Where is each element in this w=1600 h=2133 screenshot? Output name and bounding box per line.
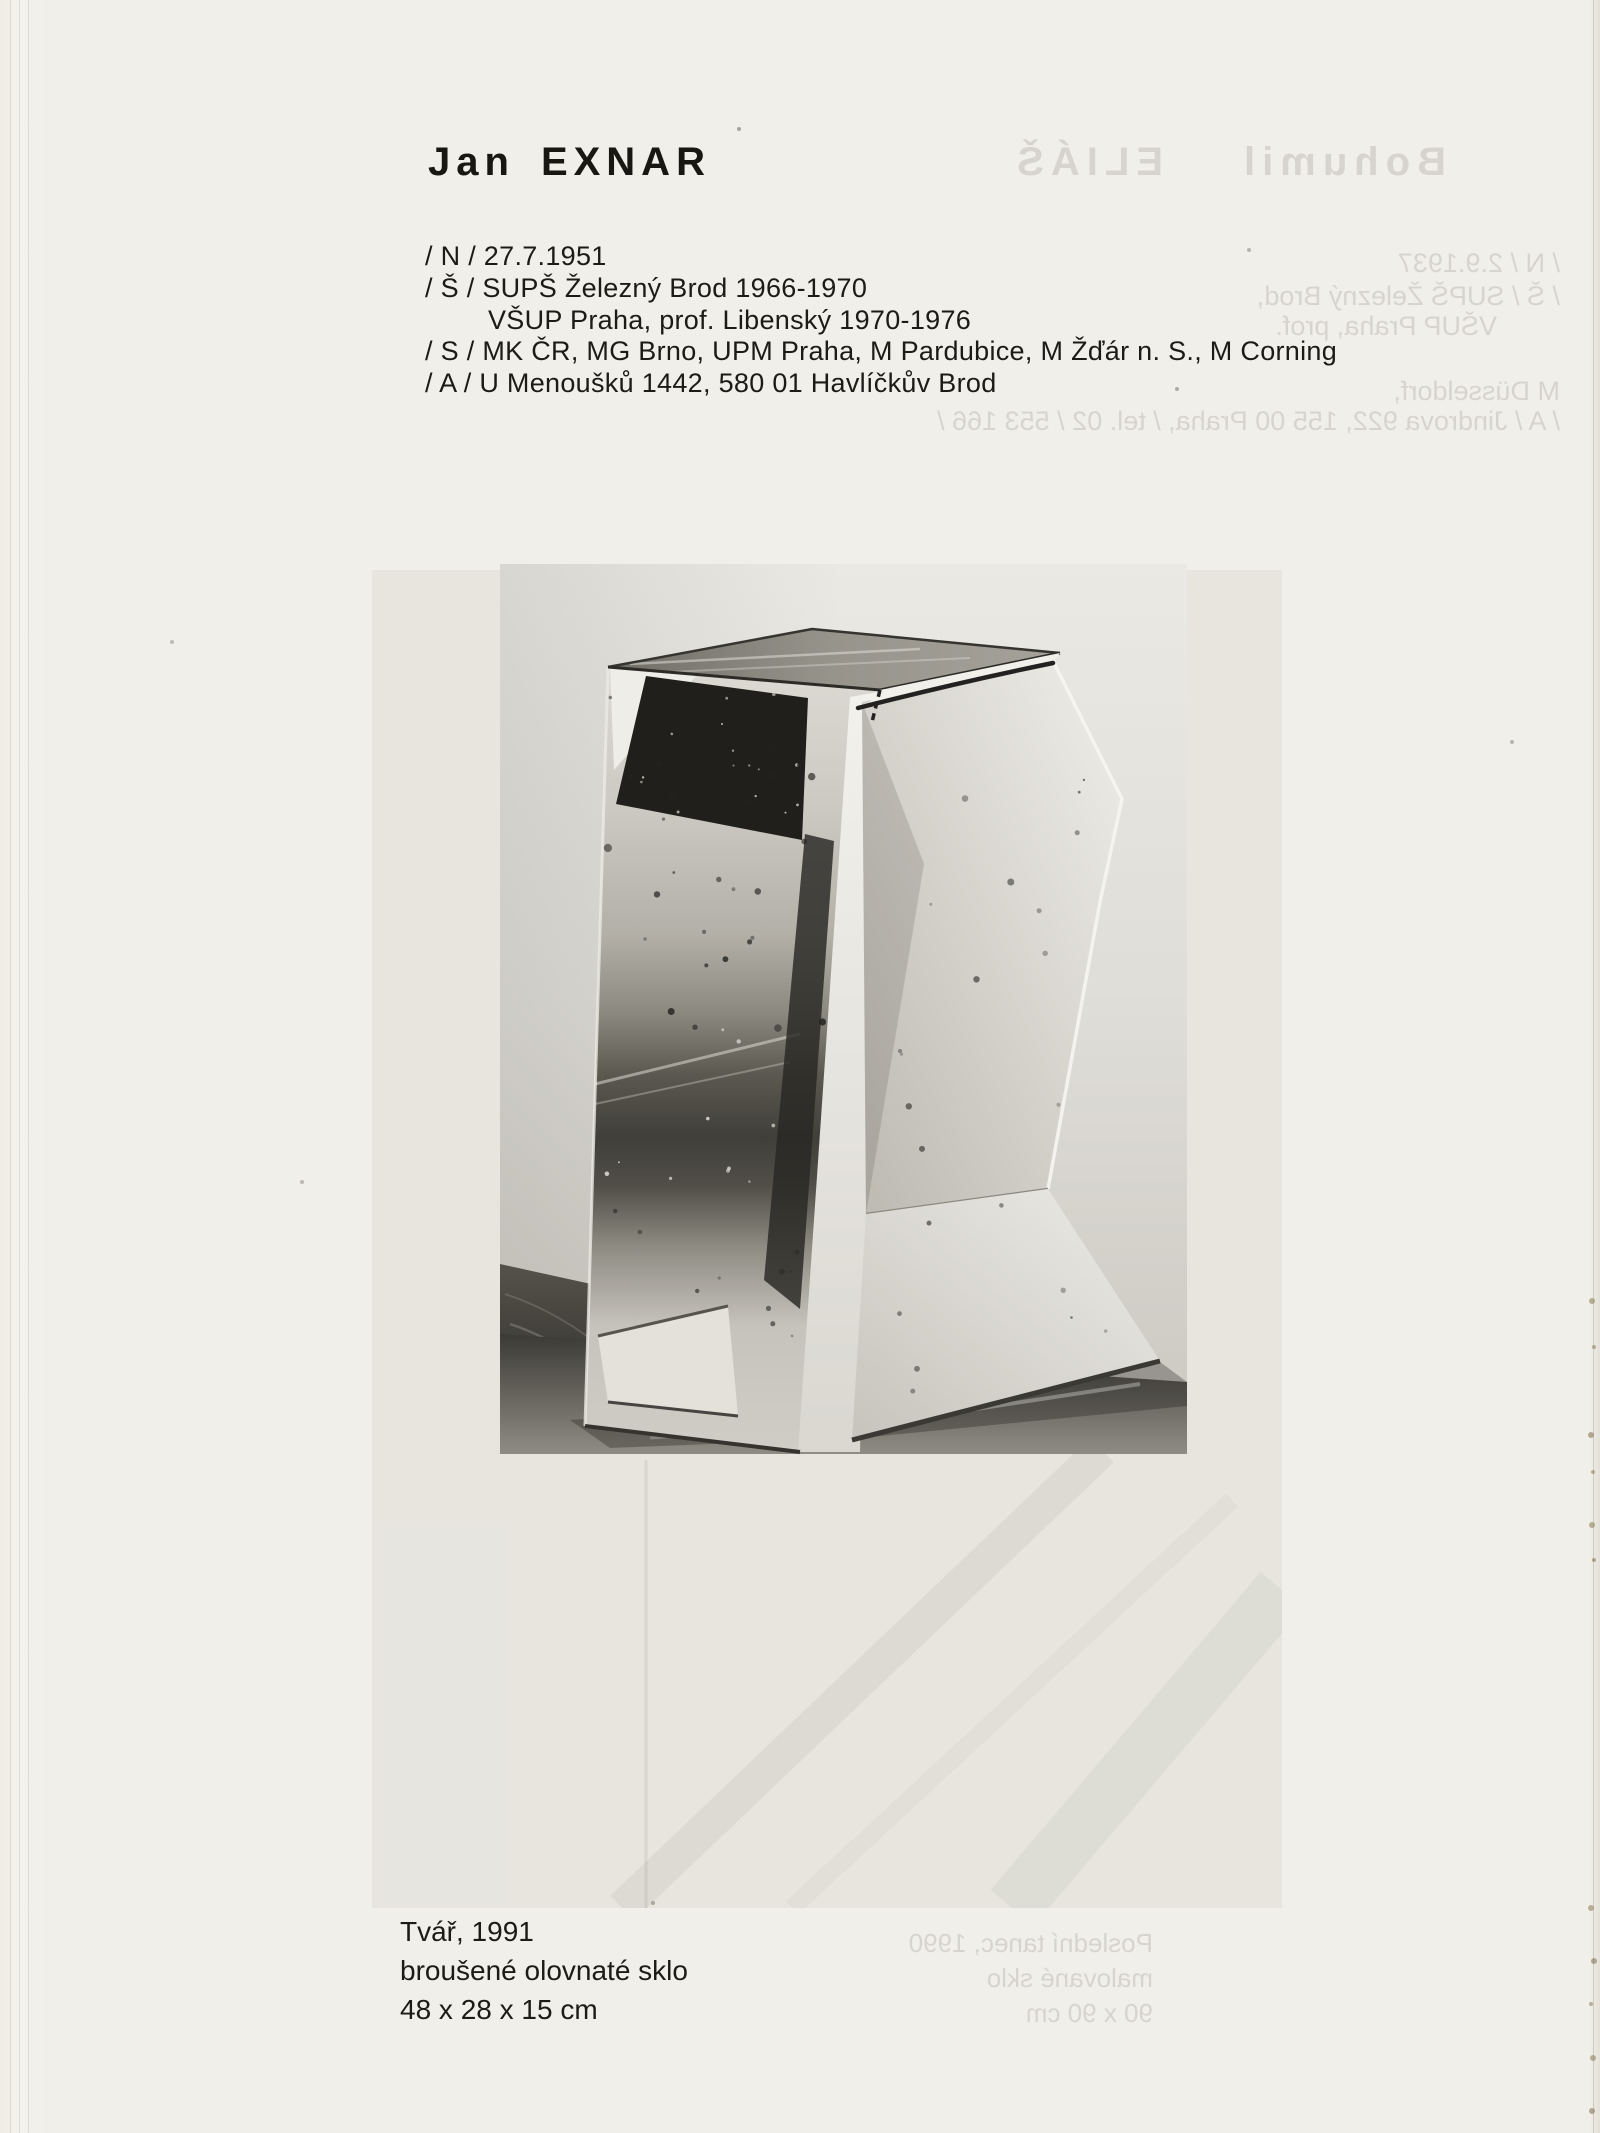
glass-bubble (973, 976, 979, 982)
scan-speck (170, 640, 174, 644)
glass-bubble (640, 781, 643, 784)
ghost-caption-line: malované sklo (986, 1963, 1153, 1993)
glass-bubble (723, 956, 729, 962)
glass-bubble (609, 696, 613, 700)
glass-bubble (1061, 1288, 1066, 1293)
glass-bubble (750, 936, 754, 940)
glass-bubble (914, 1366, 920, 1372)
glass-bubble (755, 779, 760, 784)
ghost-caption-block (908, 1926, 1153, 2031)
glass-bubble (797, 763, 802, 768)
glass-bubble (605, 1172, 610, 1177)
caption-technique: broušené olovnaté sklo (400, 1955, 688, 1986)
glass-bubble (604, 844, 612, 852)
scan-speck (1591, 1470, 1595, 1474)
ghost-artist-first: Bohumil (1237, 140, 1446, 184)
glass-bubble (927, 1221, 932, 1226)
glass-bubble (1070, 1316, 1073, 1319)
glass-bubble (801, 839, 807, 845)
glass-bubble (656, 761, 662, 767)
ghost-caption-line: 90 x 90 cm (1025, 1998, 1153, 2028)
glass-bubble (910, 1389, 915, 1394)
scan-speck (1588, 1905, 1594, 1911)
scan-speck (300, 1180, 304, 1184)
glass-bubble (721, 1028, 724, 1031)
page-right-edge (1590, 0, 1600, 2133)
artist-name-title (428, 140, 711, 185)
glass-bubble (789, 1271, 791, 1273)
glass-bubble (702, 930, 706, 934)
glass-bubble (906, 1103, 912, 1109)
glass-bubble (929, 903, 932, 906)
glass-bubble (629, 775, 633, 779)
glass-bubble (732, 750, 734, 752)
glass-bubble (669, 1177, 672, 1180)
artist-bio-block (425, 241, 1485, 400)
glass-bubble (808, 773, 815, 780)
glass-bubble (725, 697, 728, 700)
glass-bubble (732, 887, 736, 891)
page-crease-line (19, 0, 20, 2133)
glass-bubble (784, 768, 787, 771)
page-crease-line (28, 0, 29, 2133)
glass-bubble (774, 1024, 782, 1032)
scan-speck (651, 1901, 655, 1905)
glass-bubble (771, 1124, 775, 1128)
glass-bubble (1037, 908, 1042, 913)
glass-bubble (900, 1053, 903, 1056)
artist-last-name: EXNAR (540, 140, 711, 184)
glass-bubble (695, 1289, 699, 1293)
glass-bubble (962, 795, 969, 802)
bio-line-collections: / S / MK ČR, MG Brno, UPM Praha, M Pardubice, M Žďár n. S., M Corning (425, 336, 1338, 367)
scan-speck (1592, 1558, 1596, 1562)
ghost-bio-line: M Düsseldorf, (1393, 376, 1560, 406)
glass-bubble (721, 723, 723, 725)
glass-bubble (999, 1203, 1004, 1208)
glass-bubble (819, 1018, 826, 1025)
glass-bubble (770, 1321, 775, 1326)
glass-bubble (727, 1167, 731, 1171)
glass-bubble (638, 1230, 643, 1235)
scan-speck (1588, 1432, 1594, 1438)
glass-bubble (1075, 830, 1080, 835)
glass-bubble (692, 1025, 697, 1030)
glass-bubble (1104, 1329, 1107, 1332)
glass-bubble (733, 765, 735, 767)
scan-speck (1589, 2002, 1593, 2006)
glass-bubble (747, 939, 752, 944)
artist-first-name: Jan (428, 140, 515, 184)
glass-bubble (766, 1306, 771, 1311)
glass-bubble (1057, 1103, 1061, 1107)
glass-bubble (755, 795, 757, 797)
glass-bubble (768, 745, 775, 752)
scan-speck (1175, 387, 1179, 391)
glass-bubble (785, 812, 787, 814)
glass-bubble (667, 781, 672, 786)
scan-speck (1510, 740, 1514, 744)
glass-bubble (746, 798, 754, 806)
glass-bubble (776, 781, 780, 785)
glass-bubble (613, 1209, 617, 1213)
glass-bubble (706, 741, 709, 744)
glass-bubble (1043, 951, 1048, 956)
scan-speck (1592, 1345, 1596, 1349)
glass-bubble (739, 774, 744, 779)
scan-speck (1590, 2055, 1596, 2061)
glass-bubble (1078, 791, 1081, 794)
scan-speck (1247, 248, 1251, 252)
ghost-bio-line: / Š / SUPŠ Železný Brod, (1256, 281, 1560, 311)
ghost-artist-last: ELIÁŠ (1010, 140, 1164, 184)
glass-bubble (618, 1161, 620, 1163)
glass-bubble (737, 1039, 741, 1043)
page-left-edge (0, 0, 46, 2133)
ghost-bio-line: / A / Jindrova 922, 155 00 Praha, / tel. 02 / 553 166 / (937, 406, 1560, 436)
ghost-bio-line: / N / 2.9.1937 (1397, 248, 1560, 278)
glass-bubble (791, 1335, 794, 1338)
glass-bubble (677, 811, 680, 814)
scan-speck (1589, 1522, 1595, 1528)
scan-speck (1589, 2108, 1595, 2114)
scan-speck (1589, 1298, 1595, 1304)
artwork-caption (400, 1912, 688, 2029)
glass-bubble (748, 764, 750, 766)
glass-bubble (672, 871, 675, 874)
glass-bubble (671, 733, 674, 736)
page-right-edge-line (1593, 0, 1594, 2133)
glass-bubble (897, 1311, 902, 1316)
ghost-caption-line: Poslední tanec, 1990 (908, 1928, 1153, 1958)
glass-bubble (643, 937, 647, 941)
glass-bubble (1007, 879, 1014, 886)
scan-speck (1591, 1958, 1597, 1964)
glass-bubble (919, 1146, 925, 1152)
glass-bubble (716, 877, 721, 882)
scan-speck (737, 127, 741, 131)
glass-bubble (755, 888, 762, 895)
glass-bubble (898, 1049, 902, 1053)
ghost-bio-line: VŠUP Praha, prof. (1275, 311, 1497, 341)
glass-bubble (758, 768, 760, 770)
glass-bubble (794, 1250, 799, 1255)
glass-bubble (1083, 779, 1085, 781)
bio-line-born: / N / 27.7.1951 (425, 241, 607, 271)
glass-bubble (662, 818, 665, 821)
bio-line-school-1: / Š / SUPŠ Železný Brod 1966-1970 (425, 272, 868, 303)
artwork-photo (500, 564, 1187, 1454)
glass-bubble (704, 963, 708, 967)
glass-bubble (706, 1117, 710, 1121)
glass-sculpture-image (500, 564, 1187, 1454)
glass-bubble (718, 694, 722, 698)
glass-bubble (642, 776, 644, 778)
glass-bubble (718, 1276, 721, 1279)
page-crease-line (10, 0, 11, 2133)
glass-bubble (796, 804, 799, 807)
glass-bubble (668, 1008, 675, 1015)
glass-bubble (767, 771, 775, 779)
glass-bubble (668, 793, 676, 801)
bio-line-school-2: VŠUP Praha, prof. Libenský 1970-1976 (488, 304, 972, 335)
caption-title-year: Tvář, 1991 (400, 1916, 534, 1947)
bio-line-address: / A / U Menoušků 1442, 580 01 Havlíčkův Brod (425, 368, 997, 399)
glass-bubble (779, 1269, 785, 1275)
glass-bubble (748, 1180, 750, 1182)
caption-dimensions: 48 x 28 x 15 cm (400, 1994, 598, 2025)
glass-bubble (654, 891, 660, 897)
